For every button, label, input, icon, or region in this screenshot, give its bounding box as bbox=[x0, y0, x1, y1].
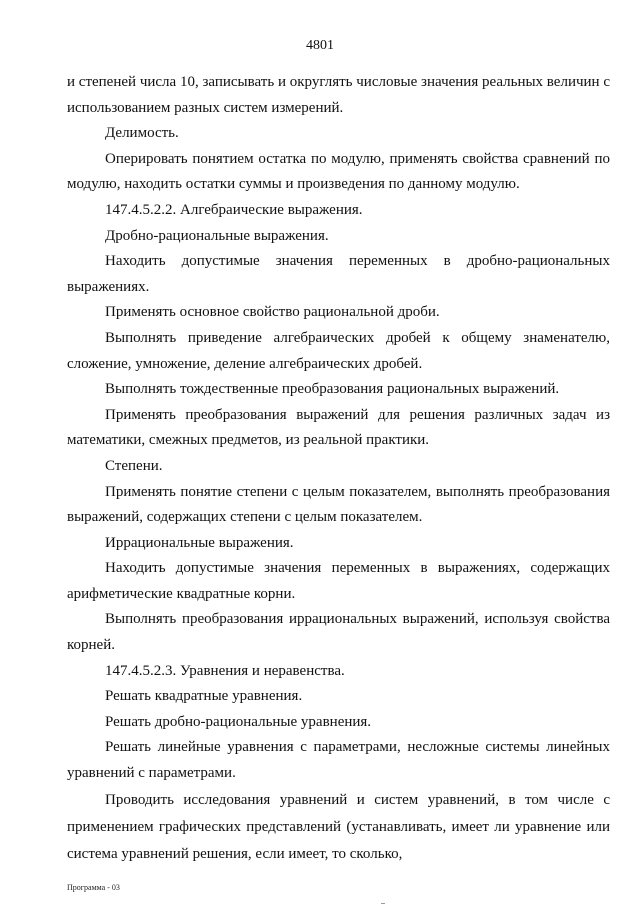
page-number: 4801 bbox=[306, 38, 334, 53]
section-heading: 147.4.5.2.3. Уравнения и неравенства. bbox=[105, 662, 345, 679]
paragraph: Находить допустимые значения переменных в дробно-рациональных выражениях. bbox=[67, 253, 610, 295]
paragraph: Решать дробно-рациональные уравнения. bbox=[105, 713, 372, 730]
paragraph: Применять преобразования выражений для решения различных задач из математики, смежных предметов, из реальной практики. bbox=[67, 406, 610, 449]
paragraph: Выполнять тождественные преобразования рациональных выражений. bbox=[105, 381, 560, 398]
paragraph: Решать линейные уравнения с параметрами, несложные системы линейных уравнений с параметрами. bbox=[67, 739, 610, 782]
scan-speck bbox=[381, 903, 385, 904]
paragraph: Проводить исследования уравнений и систем уравнений, в том числе с применением графических представлений (устанавливать, имеет ли уравнение или система уравнений решения, если имеет, то сколько, bbox=[67, 791, 610, 862]
paragraph: Решать квадратные уравнения. bbox=[105, 688, 303, 705]
section-heading: 147.4.5.2.2. Алгебраические выражения. bbox=[105, 201, 363, 218]
paragraph: и степеней числа 10, записывать и округлять числовые значения реальных величин с использованием разных систем измерений. bbox=[67, 74, 610, 116]
paragraph: Выполнять преобразования иррациональных выражений, используя свойства корней. bbox=[67, 611, 610, 654]
paragraph: Делимость. bbox=[105, 125, 179, 142]
paragraph: Применять понятие степени с целым показателем, выполнять преобразования выражений, содержащих степени с целым показателем. bbox=[67, 483, 610, 526]
subsection-heading: Дробно-рациональные выражения. bbox=[105, 227, 329, 244]
subsection-heading: Иррациональные выражения. bbox=[105, 534, 294, 551]
document-body bbox=[67, 70, 610, 868]
paragraph: Находить допустимые значения переменных в выражениях, содержащих арифметические квадратные корни. bbox=[67, 560, 610, 602]
paragraph: Применять основное свойство рациональной дроби. bbox=[105, 304, 440, 321]
subsection-heading: Степени. bbox=[105, 457, 163, 474]
footer-label: Программа - 03 bbox=[67, 883, 120, 892]
paragraph: Оперировать понятием остатка по модулю, применять свойства сравнений по модулю, находить остатки суммы и произведения по данному модулю. bbox=[67, 150, 610, 193]
paragraph: Выполнять приведение алгебраических дробей к общему знаменателю, сложение, умножение, деление алгебраических дробей. bbox=[67, 329, 610, 372]
